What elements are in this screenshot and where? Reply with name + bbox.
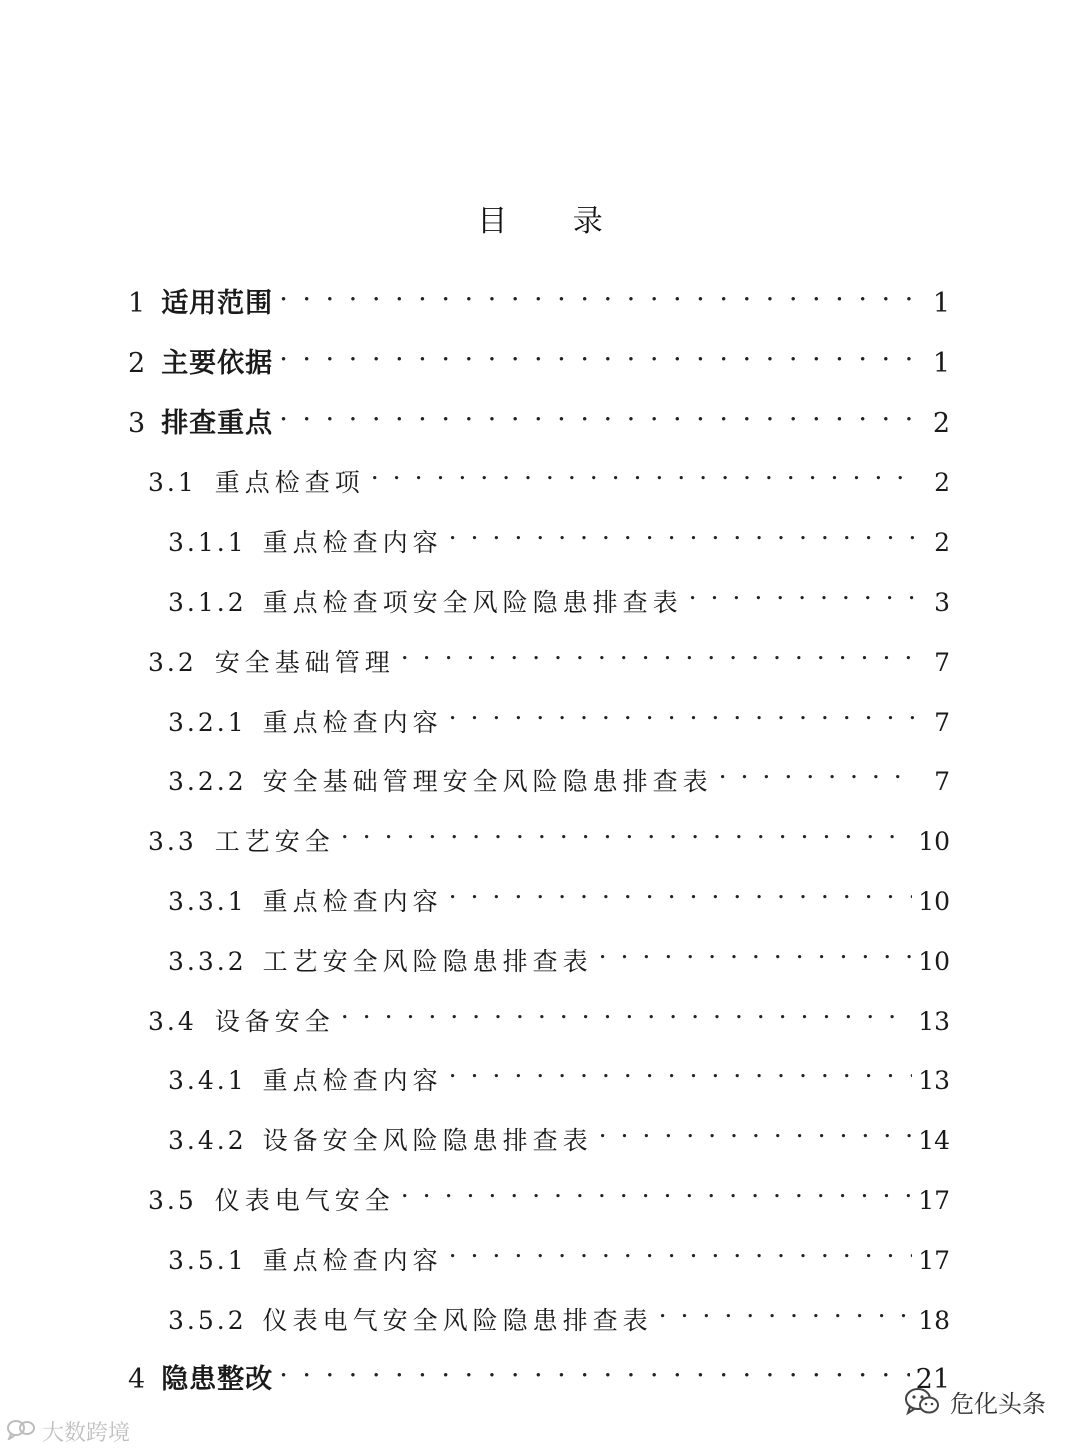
toc-entry-number: 3.5 <box>148 1186 197 1215</box>
toc-entry-level-3[interactable] <box>168 1049 950 1096</box>
toc-entry-page-number: 21 <box>915 1364 950 1396</box>
toc-entry-number: 3.4.1 <box>168 1066 247 1096</box>
toc-entry-level-3[interactable] <box>168 691 950 737</box>
toc-entry-label: 适用范围 <box>161 288 274 319</box>
toc-entry-number: 3.1.2 <box>168 588 247 617</box>
toc-entry-number: 3.4 <box>148 1006 197 1036</box>
toc-entry-label: 重点检查内容 <box>262 528 443 558</box>
toc-entry-page-number: 2 <box>934 468 950 498</box>
toc-entry-number: 1 <box>128 288 146 319</box>
toc-entry-number: 3.5.2 <box>168 1305 247 1335</box>
toc-entry-level-1[interactable] <box>128 332 950 379</box>
toc-entry-label: 重点检查内容 <box>262 707 443 737</box>
toc-entry-level-2[interactable] <box>148 1169 950 1215</box>
toc-entry-number: 3.4.2 <box>168 1126 247 1156</box>
watermark-left <box>6 1416 130 1447</box>
speech-bubble-logo-icon <box>6 1418 36 1445</box>
watermark-right-text: 危化头条 <box>950 1390 1046 1418</box>
toc-entry-level-3[interactable] <box>168 930 950 976</box>
toc-title: 目 录 <box>477 204 631 239</box>
toc-dot-leader <box>659 1289 913 1329</box>
toc-entry-level-2[interactable] <box>148 631 950 677</box>
toc-entry-label: 重点检查内容 <box>262 1066 443 1096</box>
toc-entry-label: 安全基础管理 <box>214 647 395 677</box>
toc-entry-page-number: 13 <box>918 1006 950 1036</box>
toc-entry-label: 重点检查项 <box>214 468 365 498</box>
toc-dot-leader <box>599 1109 913 1149</box>
toc-entry-number: 3.3 <box>148 827 197 857</box>
toc-entry-label: 隐患整改 <box>161 1364 274 1396</box>
watermark-left-text: 大数跨境 <box>42 1421 131 1446</box>
toc-entry-page-number: 17 <box>918 1245 950 1275</box>
toc-entry-level-3[interactable] <box>168 1229 950 1275</box>
toc-entry-page-number: 10 <box>918 827 950 857</box>
toc-entry-label: 仪表电气安全 <box>214 1186 395 1215</box>
toc-entry-label: 仪表电气安全风险隐患排查表 <box>262 1305 653 1335</box>
toc-dot-leader <box>401 1169 912 1209</box>
toc-entry-page-number: 7 <box>934 767 950 797</box>
wechat-icon <box>904 1387 940 1417</box>
toc-entry-label: 重点检查项安全风险隐患排查表 <box>262 588 683 617</box>
toc-entry-page-number: 7 <box>934 707 950 737</box>
toc-entry-label: 工艺安全风险隐患排查表 <box>262 946 593 976</box>
toc-dot-leader <box>449 1229 913 1269</box>
toc-entry-label: 主要依据 <box>161 347 274 379</box>
toc-entry-page-number: 7 <box>934 647 950 677</box>
toc-entry-page-number: 2 <box>932 407 950 439</box>
toc-entry-level-2[interactable] <box>148 810 950 857</box>
toc-entry-label: 安全基础管理安全风险隐患排查表 <box>262 767 713 797</box>
toc-entry-level-1[interactable] <box>128 1348 950 1396</box>
toc-entry-number: 3.2 <box>148 647 197 677</box>
toc-dot-leader <box>449 691 916 731</box>
toc-entry-number: 3 <box>128 407 146 439</box>
toc-dot-leader <box>719 750 916 790</box>
toc-entry-label: 工艺安全 <box>214 827 335 857</box>
toc-entry-level-1[interactable] <box>128 392 950 439</box>
toc-entry-page-number: 14 <box>918 1126 950 1156</box>
toc-dot-leader <box>449 1049 913 1089</box>
toc-entry-page-number: 17 <box>918 1186 950 1215</box>
toc-dot-leader <box>599 930 913 970</box>
toc-entry-label: 设备安全风险隐患排查表 <box>262 1126 593 1156</box>
toc-dot-leader <box>341 990 912 1030</box>
toc-dot-leader <box>449 870 913 910</box>
toc-entry-page-number: 10 <box>918 946 950 976</box>
toc-entry-level-3[interactable] <box>168 1289 950 1335</box>
toc-entry-page-number: 10 <box>918 887 950 916</box>
toc-entry-number: 3.3.2 <box>168 946 247 976</box>
toc-entry-label: 设备安全 <box>214 1006 335 1036</box>
toc-entry-page-number: 1 <box>932 347 950 379</box>
toc-dot-leader <box>689 571 916 611</box>
toc-entry-number: 3.3.1 <box>168 887 247 916</box>
toc-entry-label: 排查重点 <box>161 407 274 439</box>
toc-entry-level-3[interactable] <box>168 1109 950 1156</box>
toc-dot-leader <box>341 810 912 850</box>
toc-entry-number: 3.2.1 <box>168 707 247 737</box>
toc-entry-number: 3.1 <box>148 468 197 498</box>
toc-entry-page-number: 13 <box>918 1066 950 1096</box>
toc-entry-label: 重点检查内容 <box>262 1245 443 1275</box>
toc-entry-level-1[interactable] <box>128 272 950 319</box>
toc-entry-page-number: 3 <box>934 588 950 617</box>
toc-entry-level-3[interactable] <box>168 571 950 617</box>
toc-entry-level-2[interactable] <box>148 451 950 498</box>
watermark-right <box>904 1384 1046 1419</box>
toc-entry-page-number: 18 <box>918 1305 950 1335</box>
toc-entry-label: 重点检查内容 <box>262 887 443 916</box>
toc-entry-page-number: 2 <box>934 528 950 558</box>
toc-entry-number: 3.1.1 <box>168 528 247 558</box>
toc-entry-level-3[interactable] <box>168 870 950 916</box>
toc-entry-page-number: 1 <box>932 288 950 319</box>
toc-dot-leader <box>371 451 916 491</box>
toc-dot-leader <box>279 1348 909 1388</box>
toc-entry-level-2[interactable] <box>148 990 950 1036</box>
toc-entry-number: 4 <box>128 1364 146 1396</box>
toc-dot-leader <box>449 511 916 551</box>
toc-entry-number: 3.5.1 <box>168 1245 247 1275</box>
toc-entry-number: 3.2.2 <box>168 767 247 797</box>
toc-entry-number: 2 <box>128 347 146 379</box>
toc-dot-leader <box>401 631 916 671</box>
toc-entry-level-3[interactable] <box>168 511 950 558</box>
toc-dot-leader <box>279 332 916 372</box>
toc-dot-leader <box>279 392 916 432</box>
toc-dot-leader <box>279 272 916 312</box>
toc-entry-level-3[interactable] <box>168 750 950 797</box>
